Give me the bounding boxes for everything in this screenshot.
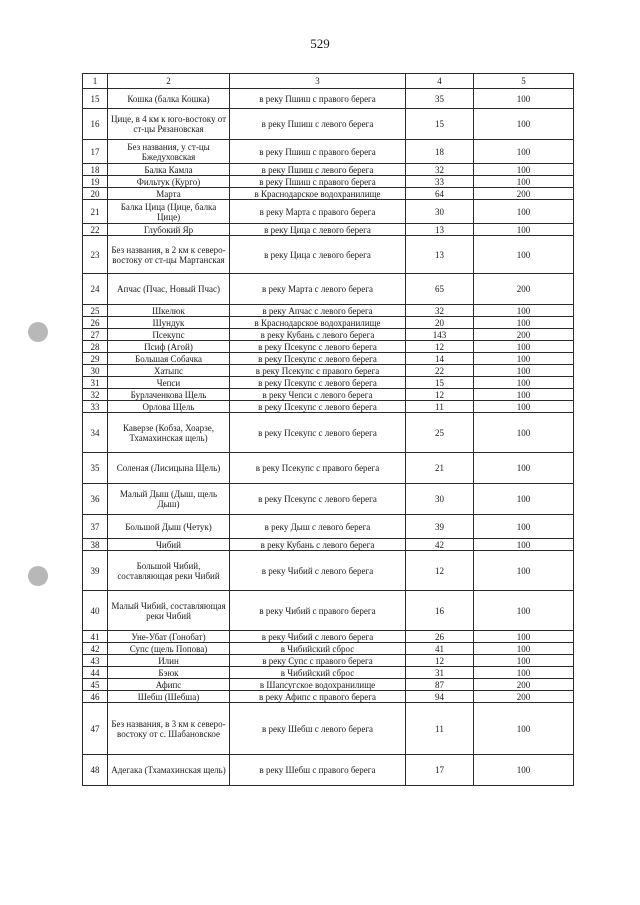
river-name: Хатыпс — [108, 365, 230, 377]
table-row — [83, 591, 574, 631]
discharge-point: в реку Афипс с правого берега — [230, 691, 406, 703]
river-length: 15 — [406, 377, 474, 389]
river-name: Марта — [108, 188, 230, 200]
row-number: 38 — [83, 539, 108, 551]
discharge-point: в реку Псекупс с правого берега — [230, 365, 406, 377]
protection-zone-width: 100 — [474, 317, 574, 329]
discharge-point: в реку Чепси с левого берега — [230, 389, 406, 401]
row-number: 15 — [83, 89, 108, 109]
discharge-point: в реку Чибий с левого берега — [230, 631, 406, 643]
river-length: 33 — [406, 176, 474, 188]
binder-hole — [28, 566, 48, 586]
table-row — [83, 317, 574, 329]
protection-zone-width: 100 — [474, 667, 574, 679]
discharge-point: в реку Шебш с правого берега — [230, 755, 406, 786]
table-row — [83, 655, 574, 667]
river-name: Соленая (Лисицына Щель) — [108, 453, 230, 484]
discharge-point: в реку Пшиш с левого берега — [230, 109, 406, 140]
row-number: 18 — [83, 164, 108, 176]
table-row — [83, 200, 574, 224]
river-name: Шундук — [108, 317, 230, 329]
discharge-point: в Чибийский сброс — [230, 643, 406, 655]
table-row — [83, 305, 574, 317]
river-name: Малый Дыш (Дыш, щель Дыш) — [108, 484, 230, 515]
column-header: 3 — [230, 74, 406, 89]
row-number: 44 — [83, 667, 108, 679]
river-length: 12 — [406, 389, 474, 401]
river-name: Кошка (балка Кошка) — [108, 89, 230, 109]
row-number: 39 — [83, 551, 108, 591]
table-row — [83, 188, 574, 200]
table-row — [83, 484, 574, 515]
river-name: Уне-Убат (Гонобат) — [108, 631, 230, 643]
river-length: 13 — [406, 224, 474, 236]
protection-zone-width: 200 — [474, 679, 574, 691]
river-length: 65 — [406, 274, 474, 305]
protection-zone-width: 100 — [474, 401, 574, 413]
row-number: 29 — [83, 353, 108, 365]
protection-zone-width: 100 — [474, 353, 574, 365]
row-number: 41 — [83, 631, 108, 643]
protection-zone-width: 100 — [474, 305, 574, 317]
protection-zone-width: 100 — [474, 236, 574, 274]
table-row — [83, 329, 574, 341]
river-name: Чибий — [108, 539, 230, 551]
protection-zone-width: 100 — [474, 453, 574, 484]
river-length: 31 — [406, 667, 474, 679]
table-row — [83, 89, 574, 109]
river-name: Илин — [108, 655, 230, 667]
river-length: 18 — [406, 140, 474, 164]
river-name: Бэюк — [108, 667, 230, 679]
protection-zone-width: 100 — [474, 377, 574, 389]
river-length: 25 — [406, 413, 474, 453]
table-row — [83, 539, 574, 551]
river-length: 64 — [406, 188, 474, 200]
row-number: 45 — [83, 679, 108, 691]
row-number: 26 — [83, 317, 108, 329]
discharge-point: в реку Псекупс с левого берега — [230, 484, 406, 515]
river-length: 32 — [406, 305, 474, 317]
row-number: 19 — [83, 176, 108, 188]
table-row — [83, 224, 574, 236]
river-length: 39 — [406, 515, 474, 539]
river-name: Адегака (Тхамахинская щель) — [108, 755, 230, 786]
row-number: 48 — [83, 755, 108, 786]
protection-zone-width: 100 — [474, 413, 574, 453]
row-number: 31 — [83, 377, 108, 389]
discharge-point: в реку Пшиш с левого берега — [230, 164, 406, 176]
table-row — [83, 413, 574, 453]
discharge-point: в реку Пшиш с правого берега — [230, 176, 406, 188]
table-row — [83, 365, 574, 377]
table-row — [83, 631, 574, 643]
discharge-point: в реку Псекупс с левого берега — [230, 377, 406, 389]
river-name: Бурлаченкова Щель — [108, 389, 230, 401]
river-length: 21 — [406, 453, 474, 484]
river-length: 26 — [406, 631, 474, 643]
river-name: Каверзе (Кобза, Хоарзе, Тхамахинская щель) — [108, 413, 230, 453]
river-length: 11 — [406, 703, 474, 755]
protection-zone-width: 100 — [474, 655, 574, 667]
row-number: 25 — [83, 305, 108, 317]
table-row — [83, 643, 574, 655]
river-length: 12 — [406, 655, 474, 667]
river-length: 16 — [406, 591, 474, 631]
table-body — [83, 89, 574, 786]
river-name: Большая Собачка — [108, 353, 230, 365]
river-name: Шебш (Шебша) — [108, 691, 230, 703]
discharge-point: в реку Псекупс с левого берега — [230, 413, 406, 453]
rivers-table — [82, 73, 574, 786]
river-length: 42 — [406, 539, 474, 551]
protection-zone-width: 100 — [474, 365, 574, 377]
river-name: Афипс — [108, 679, 230, 691]
river-name: Чепси — [108, 377, 230, 389]
table-row — [83, 274, 574, 305]
river-name: Малый Чибий, составляющая реки Чибий — [108, 591, 230, 631]
row-number: 27 — [83, 329, 108, 341]
page-number: 529 — [310, 36, 330, 51]
river-name: Псекупс — [108, 329, 230, 341]
row-number: 34 — [83, 413, 108, 453]
table-row — [83, 453, 574, 484]
table-row — [83, 176, 574, 188]
river-length: 14 — [406, 353, 474, 365]
table-row — [83, 389, 574, 401]
row-number: 32 — [83, 389, 108, 401]
discharge-point: в реку Шебш с левого берега — [230, 703, 406, 755]
river-name: Орлова Щель — [108, 401, 230, 413]
row-number: 20 — [83, 188, 108, 200]
river-length: 30 — [406, 484, 474, 515]
protection-zone-width: 100 — [474, 224, 574, 236]
river-length: 12 — [406, 341, 474, 353]
river-name: Фильтук (Курго) — [108, 176, 230, 188]
discharge-point: в реку Кубань с левого берега — [230, 539, 406, 551]
discharge-point: в Шапсугское водохранилище — [230, 679, 406, 691]
column-header: 5 — [474, 74, 574, 89]
river-name: Шкелюк — [108, 305, 230, 317]
table-row — [83, 667, 574, 679]
table-row — [83, 679, 574, 691]
discharge-point: в реку Цица с левого берега — [230, 224, 406, 236]
discharge-point: в реку Пшиш с правого берега — [230, 89, 406, 109]
row-number: 47 — [83, 703, 108, 755]
discharge-point: в реку Чибий с левого берега — [230, 551, 406, 591]
column-header: 4 — [406, 74, 474, 89]
protection-zone-width: 100 — [474, 389, 574, 401]
discharge-point: в реку Супс с правого берега — [230, 655, 406, 667]
discharge-point: в Краснодарское водохранилище — [230, 317, 406, 329]
protection-zone-width: 200 — [474, 691, 574, 703]
row-number: 30 — [83, 365, 108, 377]
protection-zone-width: 100 — [474, 703, 574, 755]
protection-zone-width: 100 — [474, 109, 574, 140]
protection-zone-width: 100 — [474, 591, 574, 631]
river-name: Апчас (Пчас, Новый Пчас) — [108, 274, 230, 305]
row-number: 23 — [83, 236, 108, 274]
river-length: 12 — [406, 551, 474, 591]
row-number: 37 — [83, 515, 108, 539]
table-row — [83, 515, 574, 539]
discharge-point: в реку Пшиш с правого берега — [230, 140, 406, 164]
river-length: 15 — [406, 109, 474, 140]
row-number: 24 — [83, 274, 108, 305]
row-number: 17 — [83, 140, 108, 164]
row-number: 40 — [83, 591, 108, 631]
row-number: 21 — [83, 200, 108, 224]
table-row — [83, 109, 574, 140]
table-row — [83, 353, 574, 365]
river-name: Большой Дыш (Четук) — [108, 515, 230, 539]
river-length: 17 — [406, 755, 474, 786]
row-number: 28 — [83, 341, 108, 353]
discharge-point: в реку Кубань с левого берега — [230, 329, 406, 341]
column-header: 1 — [83, 74, 108, 89]
table-row — [83, 401, 574, 413]
row-number: 42 — [83, 643, 108, 655]
protection-zone-width: 200 — [474, 329, 574, 341]
discharge-point: в Чибийский сброс — [230, 667, 406, 679]
row-number: 33 — [83, 401, 108, 413]
protection-zone-width: 100 — [474, 484, 574, 515]
discharge-point: в реку Псекупс с правого берега — [230, 453, 406, 484]
row-number: 22 — [83, 224, 108, 236]
river-length: 13 — [406, 236, 474, 274]
discharge-point: в реку Чибий с правого берега — [230, 591, 406, 631]
river-name: Без названия, в 3 км к северо-востоку от с. Шабановское — [108, 703, 230, 755]
river-length: 41 — [406, 643, 474, 655]
table-header-row — [83, 74, 574, 89]
river-length: 35 — [406, 89, 474, 109]
protection-zone-width: 100 — [474, 551, 574, 591]
river-length: 22 — [406, 365, 474, 377]
protection-zone-width: 200 — [474, 188, 574, 200]
table-row — [83, 341, 574, 353]
river-name: Балка Камла — [108, 164, 230, 176]
protection-zone-width: 100 — [474, 341, 574, 353]
river-name: Супс (щель Попова) — [108, 643, 230, 655]
river-length: 11 — [406, 401, 474, 413]
protection-zone-width: 100 — [474, 89, 574, 109]
column-header: 2 — [108, 74, 230, 89]
river-length: 32 — [406, 164, 474, 176]
protection-zone-width: 100 — [474, 140, 574, 164]
row-number: 36 — [83, 484, 108, 515]
discharge-point: в реку Марта с левого берега — [230, 274, 406, 305]
protection-zone-width: 100 — [474, 164, 574, 176]
table-row — [83, 140, 574, 164]
table-row — [83, 377, 574, 389]
table-row — [83, 551, 574, 591]
discharge-point: в Краснодарское водохранилище — [230, 188, 406, 200]
discharge-point: в реку Дыш с левого берега — [230, 515, 406, 539]
table-row — [83, 755, 574, 786]
protection-zone-width: 100 — [474, 200, 574, 224]
river-length: 87 — [406, 679, 474, 691]
row-number: 16 — [83, 109, 108, 140]
discharge-point: в реку Марта с правого берега — [230, 200, 406, 224]
table-row — [83, 691, 574, 703]
row-number: 43 — [83, 655, 108, 667]
table-row — [83, 236, 574, 274]
discharge-point: в реку Апчас с левого берега — [230, 305, 406, 317]
discharge-point: в реку Псекупс с левого берега — [230, 353, 406, 365]
protection-zone-width: 100 — [474, 176, 574, 188]
row-number: 46 — [83, 691, 108, 703]
river-name: Балка Цица (Цице, балка Цице) — [108, 200, 230, 224]
river-name: Псиф (Агой) — [108, 341, 230, 353]
row-number: 35 — [83, 453, 108, 484]
binder-hole — [28, 322, 48, 342]
protection-zone-width: 100 — [474, 539, 574, 551]
protection-zone-width: 200 — [474, 274, 574, 305]
river-name: Цице, в 4 км к юго-востоку от ст-цы Рязановская — [108, 109, 230, 140]
discharge-point: в реку Псекупс с левого берега — [230, 401, 406, 413]
river-length: 20 — [406, 317, 474, 329]
river-name: Большой Чибий, составляющая реки Чибий — [108, 551, 230, 591]
protection-zone-width: 100 — [474, 755, 574, 786]
river-name: Без названия, у ст-цы Бжедуховская — [108, 140, 230, 164]
river-name: Глубокий Яр — [108, 224, 230, 236]
protection-zone-width: 100 — [474, 643, 574, 655]
discharge-point: в реку Цица с левого берега — [230, 236, 406, 274]
river-length: 94 — [406, 691, 474, 703]
protection-zone-width: 100 — [474, 631, 574, 643]
river-length: 143 — [406, 329, 474, 341]
river-name: Без названия, в 2 км к северо-востоку от ст-цы Мартанская — [108, 236, 230, 274]
table-row — [83, 164, 574, 176]
discharge-point: в реку Псекупс с левого берега — [230, 341, 406, 353]
protection-zone-width: 100 — [474, 515, 574, 539]
table-row — [83, 703, 574, 755]
river-length: 30 — [406, 200, 474, 224]
